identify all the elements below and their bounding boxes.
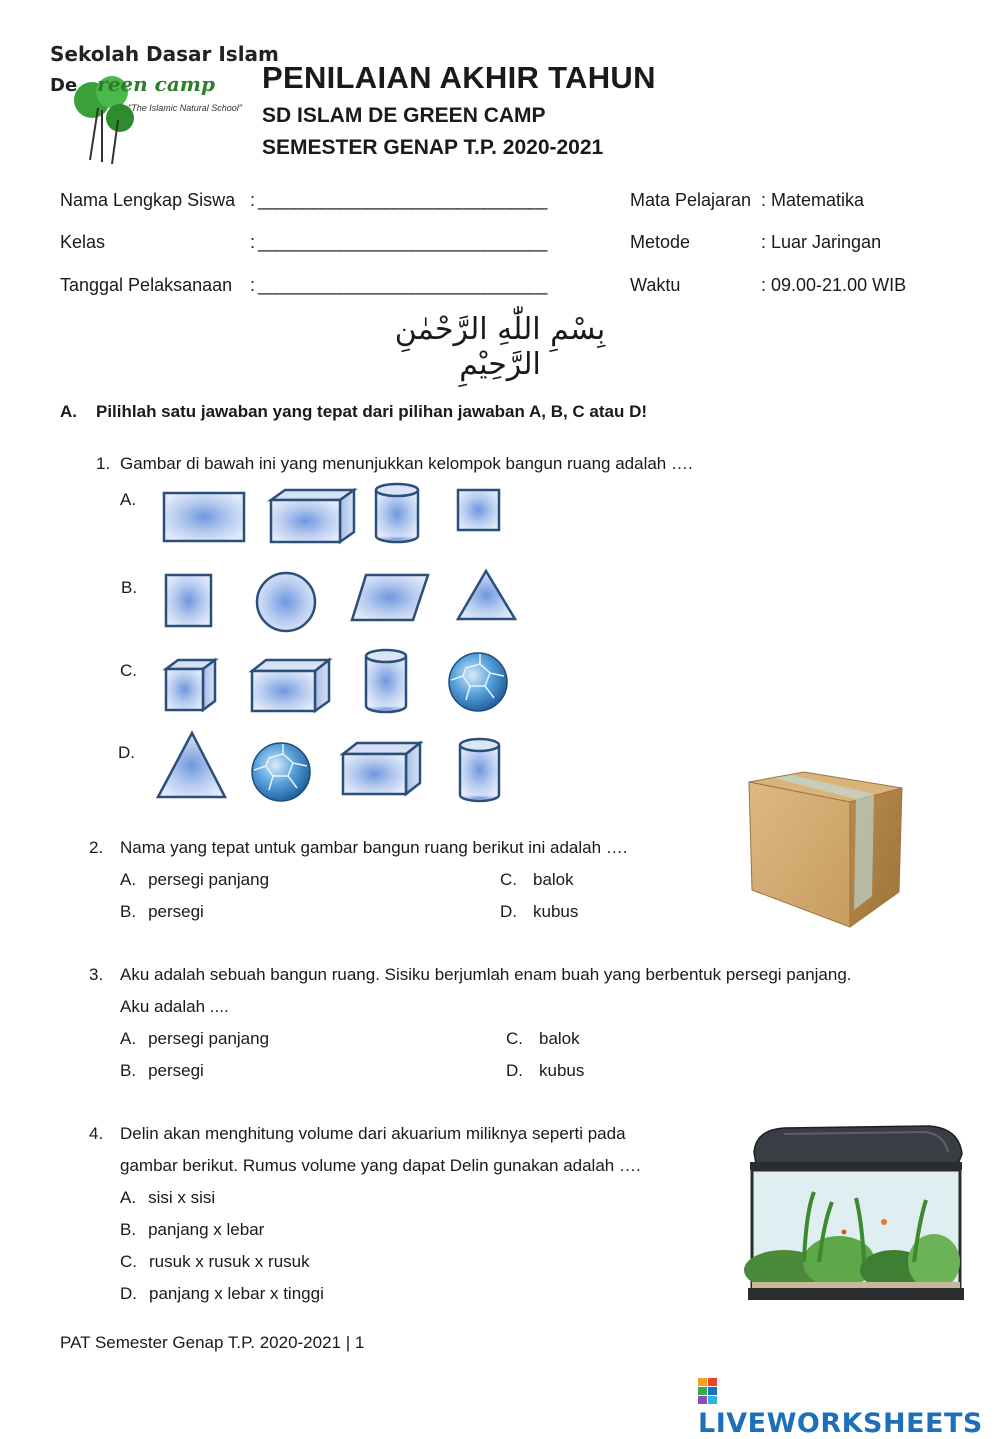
q2-option-d-text: kubus [533,902,579,921]
q2-option-d[interactable] [500,902,578,922]
aquarium-icon [744,1122,966,1304]
cylinder-icon [460,739,499,801]
cube-icon [166,660,215,710]
q2-option-d-letter: D. [500,902,517,921]
q4-option-b[interactable] [120,1220,264,1240]
cylinder-icon [376,484,418,542]
q3-option-a-text: persegi panjang [148,1029,270,1048]
q3-option-c-text: balok [539,1029,580,1048]
ball-icon [449,653,507,711]
square-icon [458,490,499,530]
q2-option-c-text: balok [533,870,574,889]
circle-icon [257,573,315,631]
q4-number: 4. [89,1124,104,1143]
info-label-method: Metode [630,232,691,252]
q2-option-b[interactable] [120,902,204,922]
q2-option-b-text: persegi [148,902,204,921]
student-name-field[interactable]: : ________________________________ [250,190,547,210]
logo-line2 [50,72,215,96]
q4-option-d-letter: D. [120,1284,137,1303]
logo-line1: Sekolah Dasar Islam [50,42,279,66]
cardboard-box-icon [744,770,906,930]
info-label-subject: Mata Pelajaran [630,190,752,210]
watermark-text: LIVEWORKSHEETS [698,1408,983,1439]
ball-icon [252,743,310,801]
basmalah: بِسْمِ اللّٰهِ الرَّحْمٰنِ الرَّحِيْمِ [394,312,606,382]
date-field[interactable]: : ________________________________ [250,275,547,295]
q3-option-c-letter: C. [506,1029,523,1048]
q4-option-c-text: rusuk x rusuk x rusuk [149,1252,310,1271]
logo-tagline: "The Islamic Natural School" [128,103,242,113]
triangle-icon [158,733,225,797]
q2-text: Nama yang tepat untuk gambar bangun ruang berikut ini adalah …. [120,838,628,857]
parallelogram-icon [352,575,428,620]
q3-option-a[interactable] [120,1029,269,1049]
q4-option-a-text: sisi x sisi [148,1188,216,1207]
q1-option-c-label[interactable]: C. [120,661,137,680]
subject-value: : Matematika [761,190,865,210]
info-label-time: Waktu [630,275,681,295]
q3-text-line1: Aku adalah sebuah bangun ruang. Sisiku berjumlah enam buah yang berbentuk persegi panjang. [120,965,852,984]
logo-de: De [50,75,78,96]
q4-text-line2: gambar berikut. Rumus volume yang dapat Delin gunakan adalah …. [120,1156,641,1175]
q4-option-a-letter: A. [120,1188,137,1207]
liveworksheets-logo-icon [698,1378,718,1404]
q2-option-a-text: persegi panjang [148,870,270,889]
q2-option-c-letter: C. [500,870,517,889]
q3-option-b-letter: B. [120,1061,137,1080]
q4-option-d-text: panjang x lebar x tinggi [149,1284,324,1303]
q3-option-d-letter: D. [506,1061,523,1080]
q3-number: 3. [89,965,104,984]
q4-option-d[interactable] [120,1284,324,1304]
q1-option-d-shapes[interactable] [150,728,530,808]
info-label-name: Nama Lengkap Siswa [60,190,236,210]
q3-option-b[interactable] [120,1061,204,1081]
method-value: : Luar Jaringan [761,232,882,252]
q3-option-d[interactable] [506,1061,584,1081]
page-footer: PAT Semester Genap T.P. 2020-2021 | 1 [60,1333,365,1352]
semester-label: SEMESTER GENAP T.P. 2020-2021 [262,136,604,159]
cylinder-icon [366,650,406,712]
q3-option-d-text: kubus [539,1061,585,1080]
time-value: : 09.00-21.00 WIB [761,275,907,295]
q4-option-c[interactable] [120,1252,310,1272]
q1-option-b-label[interactable]: B. [121,578,138,597]
cuboid-icon [252,660,329,711]
liveworksheets-watermark[interactable] [698,1377,1000,1439]
cuboid-icon [271,490,354,542]
q4-option-a[interactable] [120,1188,215,1208]
section-instruction-text: Pilihlah satu jawaban yang tepat dari pilihan jawaban A, B, C atau D! [96,402,648,421]
q1-option-a-label[interactable]: A. [120,490,137,509]
q4-text-line1: Delin akan menghitung volume dari akuarium miliknya seperti pada [120,1124,626,1143]
q3-option-a-letter: A. [120,1029,137,1048]
q2-option-c[interactable] [500,870,574,890]
class-field[interactable]: : ________________________________ [250,232,547,252]
info-label-class: Kelas [60,232,106,252]
cuboid-icon [343,743,420,794]
section-a-instruction [60,402,647,422]
q3-option-b-text: persegi [148,1061,204,1080]
triangle-icon [458,571,515,619]
q1-option-d-label[interactable]: D. [118,743,135,762]
q2-option-a-letter: A. [120,870,137,889]
q2-option-a[interactable] [120,870,269,890]
q4-option-c-letter: C. [120,1252,137,1271]
info-label-date: Tanggal Pelaksanaan [60,275,233,295]
section-letter: A. [60,402,77,421]
q3-option-c[interactable] [506,1029,580,1049]
q2-option-b-letter: B. [120,902,137,921]
q1-option-b-shapes[interactable] [150,566,530,636]
q1-text: Gambar di bawah ini yang menunjukkan kelompok bangun ruang adalah …. [120,454,693,473]
logo-green-camp: reen camp [97,72,215,96]
q2-number: 2. [89,838,104,857]
q4-option-b-text: panjang x lebar [148,1220,265,1239]
square-icon [166,575,211,626]
school-name: SD ISLAM DE GREEN CAMP [262,104,546,127]
q1-option-c-shapes[interactable] [150,646,530,718]
rectangle-icon [164,493,244,541]
q3-text-line2: Aku adalah .... [120,997,229,1016]
q1-number: 1. [96,454,111,473]
q4-option-b-letter: B. [120,1220,137,1239]
q1-option-a-shapes[interactable] [150,478,520,548]
exam-title: PENILAIAN AKHIR TAHUN [262,60,656,95]
